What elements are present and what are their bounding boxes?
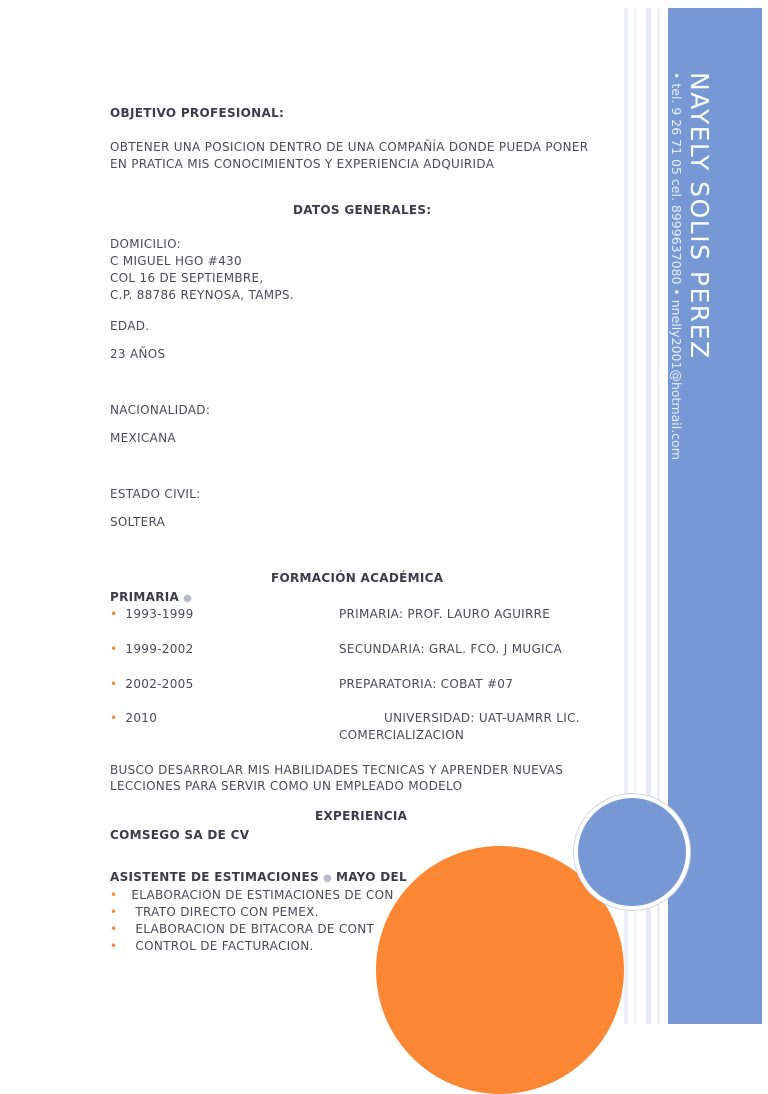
bullet-icon: • [110,642,118,656]
duty-item: • ELABORACION DE ESTIMACIONES DE CON [110,888,394,902]
age-value: 23 AÑOS [110,347,166,361]
bullet-icon: • [110,607,118,621]
bullet-icon: • [110,677,118,691]
address-line2: COL 16 DE SEPTIEMBRE, [110,271,264,285]
age-label: EDAD. [110,319,150,333]
objective-text-line2: EN PRATICA MIS CONOCIMIENTOS Y EXPERIENCIA ADQUIRIDA [110,157,495,171]
bullet-icon: • [110,939,118,953]
address-line1: C MIGUEL HGO #430 [110,254,242,268]
education-years: • 2010 [110,711,158,725]
duty-item: • CONTROL DE FACTURACION. [110,939,314,953]
education-years: • 1999-2002 [110,642,194,656]
bullet-icon: • [110,711,118,725]
general-data-title: DATOS GENERALES: [293,203,432,217]
objective-title: OBJETIVO PROFESIONAL: [110,106,285,120]
bullet-icon: • [110,905,118,919]
decorative-blue-circle [574,794,690,910]
company-name: COMSEGO SA DE CV [110,828,250,842]
civil-status-value: SOLTERA [110,515,166,529]
education-school: UNIVERSIDAD: UAT-UAMRR LIC. [384,711,580,725]
candidate-name: NAYELY SOLIS PEREZ [685,72,714,360]
bullet-icon: • [110,888,118,902]
position-title: ASISTENTE DE ESTIMACIONES ● MAYO DEL [110,870,407,884]
bullet-icon: ● [183,593,193,604]
education-title: FORMACIÓN ACADÉMICA [271,571,444,585]
education-subtitle: PRIMARIA ● [110,590,193,604]
education-school: SECUNDARIA: GRAL. FCO. J MUGICA [339,642,563,656]
education-school-continued: COMERCIALIZACION [339,728,465,742]
bullet-icon: • [110,922,118,936]
civil-status-label: ESTADO CIVIL: [110,487,201,501]
experience-title: EXPERIENCIA [315,809,408,823]
goal-text-line2: LECCIONES PARA SERVIR COMO UN EMPLEADO MODELO [110,779,463,793]
nationality-value: MEXICANA [110,431,176,445]
address-line3: C.P. 88786 REYNOSA, TAMPS. [110,288,294,302]
education-school: PREPARATORIA: COBAT #07 [339,677,514,691]
goal-text-line1: BUSCO DESARROLAR MIS HABILIDADES TECNICAS Y APRENDER NUEVAS [110,763,564,777]
duty-item: • ELABORACION DE BITACORA DE CONT [110,922,375,936]
duty-item: • TRATO DIRECTO CON PEMEX. [110,905,319,919]
education-years: • 1993-1999 [110,607,194,621]
objective-text-line1: OBTENER UNA POSICION DENTRO DE UNA COMPAÑÍA DONDE PUEDA PONER [110,140,589,154]
education-school: PRIMARIA: PROF. LAURO AGUIRRE [339,607,551,621]
education-years: • 2002-2005 [110,677,194,691]
nationality-label: NACIONALIDAD: [110,403,211,417]
bullet-icon: ● [322,873,332,884]
domicilio-label: DOMICILIO: [110,237,181,251]
contact-info: • tel. 9 26 71 05 cel. 8999637080 • nnelly2001@hotmail.com [669,72,684,460]
